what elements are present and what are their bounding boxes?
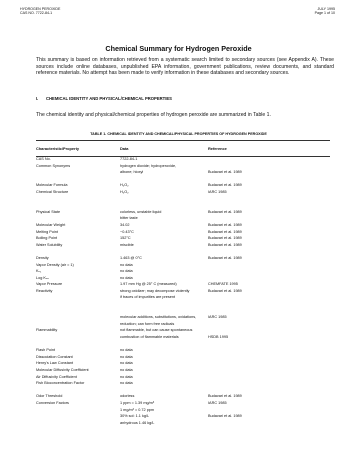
data-cell: if traces of impurities are present [120,295,176,300]
table-row [36,368,330,375]
data-cell: bitter taste [120,216,138,221]
reference-cell: Budavari et al. 1989 [208,288,242,293]
property-cell: Physical State [36,209,61,214]
data-cell: 1.97 mm Hg @ 25° C (measured) [120,282,177,287]
table-row [36,328,330,335]
table-row [36,210,330,217]
table-row [36,375,330,382]
data-cell: H₂O₂ [120,189,129,194]
table-row [36,381,330,388]
table-row [36,230,330,237]
table-row [36,282,330,289]
header-chemical-name: HYDROGEN PEROXIDE [20,7,61,11]
section-heading [36,96,172,101]
table-body [36,157,330,427]
table-row [36,263,330,270]
reference-cell: Budavari et al. 1989 [208,242,242,247]
property-cell: Vapor Density (air = 1) [36,262,74,267]
data-cell: albone; hioxyl [120,170,144,175]
reference-cell: Budavari et al. 1989 [208,170,242,175]
data-cell: no data [120,381,133,386]
table-row [36,335,330,342]
table-row [36,269,330,276]
running-header-right [315,7,335,16]
data-cell: hydrogen dioxide; hydroperoxide, [120,163,177,168]
table-header-row [36,141,330,157]
section-paragraph: The chemical identity and physical/chemical properties of hydrogen peroxide are summarized in Table 1. [36,112,271,118]
reference-cell: Budavari et al. 1989 [208,222,242,227]
property-cell: Water Solubility [36,242,63,247]
data-cell: 1 ppm = 1.39 mg/m³ [120,400,155,405]
table-row [36,414,330,421]
data-cell: combustion of flammable materials [120,335,179,340]
table-row [36,394,330,401]
table-row [36,197,330,204]
reference-cell: Budavari et al. 1989 [208,394,242,399]
property-cell: Vapor Pressure [36,282,63,287]
data-cell: −0.43°C [120,229,134,234]
data-cell: miscible [120,242,134,247]
properties-table [36,140,330,427]
document-title: Chemical Summary for Hydrogen Peroxide [105,44,252,53]
intro-paragraph: This summary is based on information retrieved from a systematic search limited to secondary sources (see Appendix A). These sources include online databases, unpublished EPA information, government publications, review documents, and standard reference materials. No attempt has been made to verify information in these databases and secondary sources. [36,57,334,77]
reference-cell: Budavari et al. 1989 [208,229,242,234]
table-row [36,276,330,283]
data-cell: no data [120,269,133,274]
property-cell: Flammability [36,328,58,333]
data-cell: no data [120,354,133,359]
property-cell: CAS No. [36,157,51,161]
reference-cell: Budavari et al. 1989 [208,414,242,419]
table-row [36,348,330,355]
property-cell: Flash Point [36,348,55,353]
property-cell: Fish Bioconcentration Factor [36,381,85,386]
data-cell: 1.463 @ 0°C [120,255,142,260]
data-cell: no data [120,368,133,372]
section-number: I. [36,96,39,101]
column-header-data: Data [120,146,129,151]
table-row [36,302,330,309]
table-row [36,249,330,256]
header-date: JULY 1995 [317,7,335,11]
reference-cell: Budavari et al. 1989 [208,236,242,241]
column-header-property: Characteristic/Property [36,146,80,151]
property-cell: Density [36,255,49,260]
table-row [36,236,330,243]
section-label: CHEMICAL IDENTITY AND PHYSICAL/CHEMICAL PROPERTIES [46,96,172,101]
table-row [36,315,330,322]
data-cell: no data [120,275,133,280]
data-cell: 152°C [120,236,131,241]
table-row [36,309,330,316]
table-row [36,388,330,395]
data-cell: 1 mg/m³ = 0.72 ppm [120,407,155,412]
property-cell: Molecular Weight [36,222,66,227]
reference-cell: HSDB 1995 [208,335,229,340]
data-cell: H₂O₂ [120,183,129,188]
data-cell: colorless, unstable liquid [120,209,162,214]
data-cell: molecular additions, substitutions, oxidations, [120,315,197,320]
table-row [36,295,330,302]
reference-cell: IARC 1985 [208,400,227,405]
reference-cell: Budavari et al. 1989 [208,183,242,188]
data-cell: 7722-84-1 [120,157,138,161]
table-row [36,256,330,263]
reference-cell: IARC 1985 [208,189,227,194]
property-cell: Chemical Structure [36,189,69,194]
table-row [36,216,330,223]
property-cell: Reactivity [36,288,53,293]
column-header-reference: Reference [208,146,227,151]
data-cell: no data [120,374,133,379]
table-row [36,170,330,177]
reference-cell: IARC 1985 [208,315,227,320]
table-row [36,361,330,368]
data-cell: 34.02 [120,222,130,227]
table-row [36,164,330,171]
data-cell: strong oxidizer; may decompose violently [120,288,190,293]
table-row [36,408,330,415]
data-cell: odorless [120,394,135,399]
reference-cell: CHEMFATE 1995 [208,282,238,287]
property-cell: Molecular Formula [36,183,68,188]
property-cell: Kₒ₁ [36,269,42,274]
data-cell: anhydrous 1.46 kg/L [120,420,155,425]
property-cell: Log Kₒᵤ [36,275,49,280]
data-cell: reduction; can form free radicals [120,321,175,326]
table-row [36,223,330,230]
property-cell: Boiling Point [36,236,58,241]
table-row [36,322,330,329]
table-row [36,183,330,190]
table-row [36,401,330,408]
property-cell: Dissociation Constant [36,354,73,359]
table-row [36,289,330,296]
property-cell: Melting Point [36,229,58,234]
property-cell: Air Diffusivity Coefficient [36,374,77,379]
table-row [36,157,330,164]
running-header-left [20,7,60,16]
table-row [36,190,330,197]
table-row [36,243,330,250]
data-cell: no data [120,361,133,366]
data-cell: no data [120,348,133,353]
reference-cell: Budavari et al. 1989 [208,255,242,260]
header-cas-number: CAS NO. 7722-84-1 [20,11,53,16]
property-cell: Molecular Diffusivity Coefficient [36,368,89,372]
table-caption: TABLE 1. CHEMICAL IDENTITY AND CHEMICAL/PHYSICAL PROPERTIES OF HYDROGEN PEROXIDE [90,132,267,136]
data-cell: no data [120,262,133,267]
header-page-number: Page 1 of 10 [314,11,335,16]
property-cell: Conversion Factors [36,400,69,405]
data-cell: 30% sol: 1.1 kg/L [120,414,150,419]
table-row [36,342,330,349]
property-cell: Common Synonyms [36,163,71,168]
table-row [36,355,330,362]
property-cell: Odor Threshold [36,394,63,399]
reference-cell: Budavari et al. 1989 [208,209,242,214]
data-cell: not flammable, but can cause spontaneous [120,328,193,333]
table-row [36,421,330,428]
table-row [36,203,330,210]
table-row [36,177,330,184]
property-cell: Henry's Law Constant [36,361,74,366]
